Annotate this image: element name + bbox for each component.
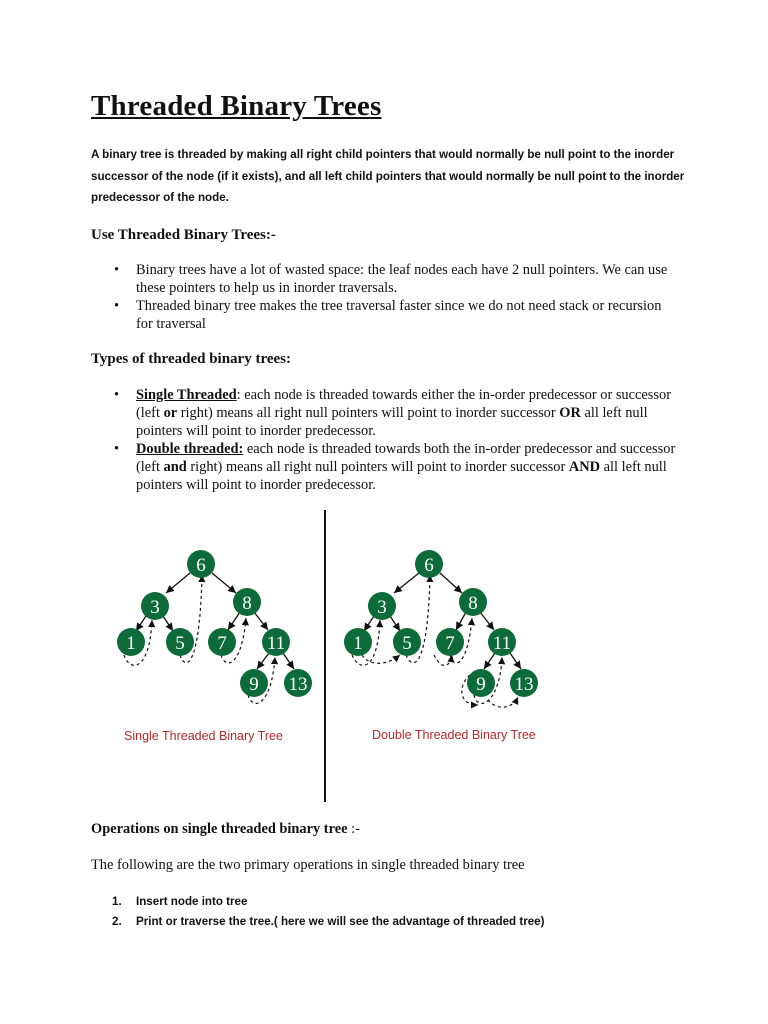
single-keyword-or: or: [163, 405, 178, 421]
svg-text:3: 3: [150, 597, 160, 618]
types-bullet-list: [0, 386, 676, 494]
tree-node: [141, 592, 169, 620]
svg-text:1: 1: [126, 633, 136, 654]
double-keyword-and-upper: AND: [568, 459, 601, 475]
svg-text:1: 1: [353, 633, 363, 654]
tree-edge: [212, 573, 236, 593]
types-section-heading: Types of threaded binary trees:: [91, 351, 291, 367]
tree-node: [187, 550, 215, 578]
tree-node: [436, 628, 464, 656]
svg-text:3: 3: [377, 597, 387, 618]
bullet-icon: •: [114, 387, 120, 403]
tree-edge: [283, 653, 294, 669]
single-text-a: : each node is threaded towards either the in-order predecessor or successor (left: [136, 387, 671, 421]
tree-node: [240, 669, 268, 697]
bullet-text: Binary trees have a lot of wasted space: the leaf nodes each have 2 null pointers. We can use these pointers to help us in inorder traversals.: [136, 262, 668, 296]
single-threaded-tree: [117, 550, 312, 743]
tree-edge: [257, 653, 269, 669]
list-item-label: Print or traverse the tree.( here we will see the advantage of threaded tree): [136, 915, 545, 928]
tree-node: [208, 628, 236, 656]
tree-edge: [394, 573, 419, 593]
list-number: 1.: [112, 895, 122, 908]
list-number: 2.: [112, 915, 122, 928]
list-item: [0, 297, 676, 333]
svg-text:9: 9: [476, 674, 486, 695]
svg-text:8: 8: [242, 593, 252, 614]
operations-heading: [91, 821, 360, 838]
svg-text:5: 5: [175, 633, 185, 654]
bullet-icon: •: [114, 298, 120, 314]
tree-node: [510, 669, 538, 697]
single-text-c: all left null pointers will point to inorder predecessor.: [136, 405, 648, 439]
svg-text:6: 6: [196, 555, 206, 576]
operations-heading-suffix: :-: [347, 821, 360, 837]
list-item: [0, 440, 676, 494]
bullet-icon: •: [114, 441, 120, 457]
thread-arrow: [362, 655, 400, 663]
double-threaded-term: Double threaded:: [136, 441, 244, 457]
thread-arrow: [488, 697, 518, 707]
operations-heading-text: Operations on single threaded binary tree: [91, 821, 348, 837]
svg-text:7: 7: [445, 633, 455, 654]
operations-intro: The following are the two primary operations in single threaded binary tree: [91, 857, 525, 873]
single-text-b: right) means all right null pointers will point to inorder successor: [177, 405, 560, 421]
tree-edge: [254, 612, 268, 630]
double-text-b: right) means all right null pointers will point to inorder successor: [186, 459, 569, 475]
tree-edge: [390, 616, 400, 631]
list-item-label: Insert node into tree: [136, 895, 248, 908]
thread-arrow: [434, 655, 452, 666]
single-threaded-caption: Single Threaded Binary Tree: [124, 729, 283, 743]
double-threaded-tree: [344, 550, 538, 742]
bullet-icon: •: [114, 262, 120, 278]
svg-text:11: 11: [492, 633, 512, 654]
double-threaded-caption: Double Threaded Binary Tree: [372, 728, 536, 742]
double-text-a: each node is threaded towards both the in-order predecessor and successor (left: [136, 441, 676, 475]
tree-edge: [440, 573, 462, 593]
bullet-text: Threaded binary tree makes the tree traversal faster since we do not need stack or recursion for traversal: [136, 298, 662, 332]
threaded-trees-figure: [0, 505, 768, 805]
single-keyword-or-upper: OR: [559, 405, 581, 421]
tree-node: [415, 550, 443, 578]
tree-node: [459, 588, 487, 616]
list-item: [0, 386, 676, 440]
tree-edge: [364, 616, 374, 631]
tree-node: [344, 628, 372, 656]
svg-text:8: 8: [468, 593, 478, 614]
tree-node: [166, 628, 194, 656]
tree-edge: [456, 612, 466, 630]
page-title: Threaded Binary Trees: [91, 90, 382, 122]
tree-edge: [228, 612, 240, 630]
svg-text:7: 7: [217, 633, 227, 654]
operations-list: [0, 892, 545, 932]
double-keyword-and: and: [163, 459, 187, 475]
tree-edge: [510, 653, 521, 669]
tree-node: [117, 628, 145, 656]
svg-text:11: 11: [266, 633, 286, 654]
use-section-heading: Use Threaded Binary Trees:-: [91, 227, 276, 243]
tree-node: [467, 669, 495, 697]
tree-node: [488, 628, 516, 656]
svg-text:5: 5: [402, 633, 412, 654]
tree-edge: [163, 616, 173, 631]
svg-text:6: 6: [424, 555, 434, 576]
tree-edge: [484, 653, 495, 669]
tree-node: [368, 592, 396, 620]
list-item: [0, 261, 676, 297]
single-threaded-term: Single Threaded: [136, 387, 237, 403]
tree-node: [393, 628, 421, 656]
svg-text:13: 13: [514, 674, 534, 695]
svg-text:9: 9: [249, 674, 259, 695]
double-text-c: all left null pointers will point to inorder predecessor.: [136, 459, 667, 493]
tree-node: [233, 588, 261, 616]
list-item: [0, 912, 545, 932]
tree-edge: [480, 612, 494, 630]
use-bullet-list: [0, 261, 676, 333]
tree-node: [284, 669, 312, 697]
tree-edge: [166, 573, 190, 593]
svg-text:13: 13: [288, 674, 308, 695]
tree-edge: [136, 616, 146, 631]
tree-node: [262, 628, 290, 656]
list-item: [0, 892, 545, 912]
intro-paragraph: A binary tree is threaded by making all right child pointers that would normally be null point to the inorder successor of the node (if it exists), and all left child pointers that would normally be null point to the inorder predecessor of the node.: [91, 148, 685, 204]
